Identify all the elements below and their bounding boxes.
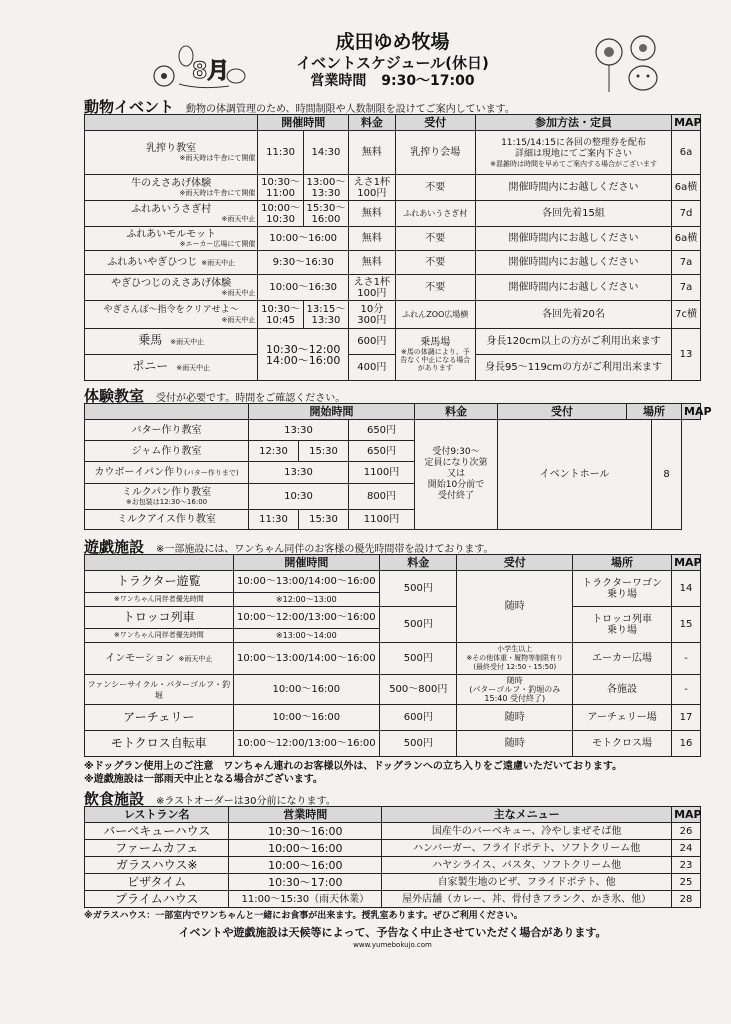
- play-row-archery: [85, 705, 701, 731]
- craft-place: イベントホール: [498, 420, 652, 530]
- animal-row-cow-feeding: [85, 175, 701, 201]
- event-fee: 無料: [349, 227, 395, 251]
- food-name: バーベキューハウス: [85, 823, 229, 840]
- event-name: 牛のえさあげ体験: [131, 178, 212, 189]
- event-method: 11:15/14:15に各回の整理券を配布 詳細は現地にてご案内下さい: [501, 137, 646, 159]
- horse-time: 10:30〜12:00 14:00〜16:00: [258, 329, 349, 381]
- horse-map: 13: [672, 329, 701, 381]
- hours-label: 営業時間: [310, 73, 367, 89]
- play-map: 17: [672, 705, 701, 731]
- food-header-time: 営業時間: [229, 807, 382, 823]
- food-name: ガラスハウス※: [85, 857, 229, 874]
- event-fee: えさ1杯 100円: [349, 175, 395, 201]
- animal-row-pony: [85, 355, 701, 381]
- animal-header-time: 開催時間: [258, 115, 349, 131]
- food-menu: ハヤシライス、パスタ、ソフトクリーム他: [382, 857, 672, 874]
- food-menu: 屋外店舗（カレー、丼、骨付きフランク、かき氷、他）: [382, 891, 672, 908]
- animal-row-goat-feeding: [85, 275, 701, 301]
- event-map: 6a横: [672, 227, 701, 251]
- play-row-inmotion: [85, 643, 701, 675]
- event-map: 7a: [672, 275, 701, 301]
- craft-fee: 650円: [349, 441, 415, 462]
- event-method: 開催時間内にお越しください: [476, 275, 672, 301]
- play-place: エーカー広場: [573, 643, 672, 675]
- event-note: ※雨天中止: [170, 338, 205, 346]
- event-name: やぎひつじのえさあげ体験: [111, 278, 232, 289]
- craft-time-1: 12:30: [249, 441, 299, 462]
- food-map: 23: [672, 857, 701, 874]
- event-fee: 無料: [349, 201, 395, 227]
- play-row-fancy-cycle: [85, 675, 701, 705]
- header: [84, 30, 701, 98]
- craft-fee: 650円: [349, 420, 415, 441]
- food-row-prime-house: [85, 891, 701, 908]
- food-row-farm-cafe: [85, 840, 701, 857]
- play-reception: 随時 (パターゴルフ・釣堀のみ 15:40 受付終了): [457, 675, 573, 705]
- animal-header-method: 参加方法・定員: [476, 115, 672, 131]
- event-name: ポニー: [132, 359, 169, 373]
- craft-section: [84, 385, 712, 530]
- event-note: ※雨天中止: [221, 316, 256, 324]
- craft-name-note: (バター作りまで): [184, 468, 239, 477]
- play-header-time: 開催時間: [233, 555, 380, 571]
- animal-section-note: 動物の体調管理のため、時間制限や人数制限を設けてご案内しています。: [186, 104, 515, 115]
- event-note: ※雨天中止: [221, 215, 256, 223]
- play-map: -: [672, 643, 701, 675]
- craft-header-reception: 受付: [498, 404, 627, 420]
- play-name: モトクロス自転車: [85, 731, 234, 757]
- event-time-2: 13:00〜 13:30: [303, 175, 348, 201]
- event-fee: 無料: [349, 131, 395, 175]
- craft-name: ミルクパン作り教室: [121, 487, 212, 498]
- animal-row-horse-riding: [85, 329, 701, 355]
- craft-header-place: 場所: [627, 404, 682, 420]
- animal-row-guinea-pig: [85, 227, 701, 251]
- craft-name: バター作り教室: [85, 420, 249, 441]
- play-row-motocross: [85, 731, 701, 757]
- month-flower-illustration: [144, 34, 254, 94]
- play-rain-note: ※遊戯施設は一部雨天中止となる場合がございます。: [84, 774, 323, 785]
- food-menu: 自家製生地のピザ、フライドポテト、他: [382, 874, 672, 891]
- play-time: 10:00〜16:00: [233, 675, 380, 705]
- play-header-map: MAP: [672, 555, 701, 571]
- play-section-title: 遊戯施設: [84, 538, 145, 556]
- animal-events-section: [84, 96, 701, 381]
- animal-row-goat-sheep: [85, 251, 701, 275]
- event-reception: 不要: [395, 175, 475, 201]
- event-method: 開催時間内にお越しください: [476, 227, 672, 251]
- play-fee: 500円: [380, 731, 457, 757]
- craft-row-butter: [85, 420, 701, 441]
- craft-time: 13:30: [249, 420, 349, 441]
- play-fee: 500円: [380, 643, 457, 675]
- event-time-1: 10:30〜 11:00: [258, 175, 303, 201]
- play-name: トロッコ列車: [85, 607, 234, 629]
- play-reception: 随時: [457, 731, 573, 757]
- food-row-pizza-time: [85, 874, 701, 891]
- play-fee: 600円: [380, 705, 457, 731]
- craft-fee: 800円: [349, 484, 415, 510]
- horse-reception: 乗馬場: [420, 337, 451, 348]
- event-name: ふれあいうさぎ村: [131, 204, 212, 215]
- event-fee: 無料: [349, 251, 395, 275]
- weather-warning: イベントや遊戯施設は天候等によって、予告なく中止させていただく場合があります。: [178, 926, 607, 939]
- food-menu: 国産牛のバーベキュー、冷やしまぜそば他: [382, 823, 672, 840]
- event-time-2: 14:30: [303, 131, 348, 175]
- food-time: 10:00〜16:00: [229, 857, 382, 874]
- event-method: 開催時間内にお越しください: [476, 175, 672, 201]
- food-map: 26: [672, 823, 701, 840]
- play-section-note: ※一部施設には、ワンちゃん同伴のお客様の優先時間帯を設けております。: [156, 544, 494, 555]
- animal-events-table: [84, 114, 701, 381]
- craft-time: 13:30: [249, 462, 349, 484]
- event-fee: 10分 300円: [349, 301, 395, 329]
- event-map: 7c横: [672, 301, 701, 329]
- food-time: 10:30〜17:00: [229, 874, 382, 891]
- hours-value: 9:30〜17:00: [381, 73, 475, 89]
- event-note: ※雨天中止: [176, 364, 211, 372]
- event-reception: 不要: [395, 251, 475, 275]
- food-table: [84, 806, 701, 908]
- craft-fee: 1100円: [349, 462, 415, 484]
- event-map: 7a: [672, 251, 701, 275]
- animal-header-reception: 受付: [395, 115, 475, 131]
- event-time-1: 10:30〜 10:45: [258, 301, 303, 329]
- food-time: 10:30〜16:00: [229, 823, 382, 840]
- play-place: トラクターワゴン 乗り場: [573, 571, 672, 607]
- event-method: 各回先着20名: [476, 301, 672, 329]
- animal-section-title: 動物イベント: [84, 98, 175, 116]
- play-place: 各施設: [573, 675, 672, 705]
- pony-method: 身長95〜119cmの方がご利用出来ます: [476, 355, 672, 381]
- craft-time-2: 15:30: [299, 441, 349, 462]
- horse-reception-note: ※馬の体調により、予告なく中止になる場合があります: [400, 348, 471, 372]
- event-time: 10:00〜16:00: [258, 227, 349, 251]
- food-name: ファームカフェ: [85, 840, 229, 857]
- food-header-menu: 主なメニュー: [382, 807, 672, 823]
- play-place: モトクロス場: [573, 731, 672, 757]
- play-place: トロッコ列車 乗り場: [573, 607, 672, 643]
- play-fee: 500円: [380, 607, 457, 643]
- food-header-map: MAP: [672, 807, 701, 823]
- event-map: 6a横: [672, 175, 701, 201]
- play-fee: 500〜800円: [380, 675, 457, 705]
- play-header-reception: 受付: [457, 555, 573, 571]
- animal-row-milking: [85, 131, 701, 175]
- food-row-bbq: [85, 823, 701, 840]
- event-reception: 不要: [395, 227, 475, 251]
- food-time: 10:00〜16:00: [229, 840, 382, 857]
- event-time-1: 10:00〜 10:30: [258, 201, 303, 227]
- event-reception: ふれんZOO広場横: [395, 301, 475, 329]
- food-name: ピザタイム: [85, 874, 229, 891]
- event-time: 9:30〜16:30: [258, 251, 349, 275]
- play-time: 10:00〜12:00/13:00〜16:00: [233, 731, 380, 757]
- play-map: 15: [672, 607, 701, 643]
- craft-time: 10:30: [249, 484, 349, 510]
- event-note: ※雨天中止: [201, 258, 236, 267]
- event-name: 乗馬: [138, 333, 163, 347]
- food-map: 28: [672, 891, 701, 908]
- sunflower-illustration: [571, 30, 681, 96]
- animal-header-fee: 料金: [349, 115, 395, 131]
- event-map: 6a: [672, 131, 701, 175]
- event-time-1: 11:30: [258, 131, 303, 175]
- food-row-glass-house: [85, 857, 701, 874]
- event-reception: 不要: [395, 275, 475, 301]
- craft-section-note: 受付が必要です。時間をご確認ください。: [156, 393, 346, 404]
- event-fee: えさ1杯 100円: [349, 275, 395, 301]
- craft-table: [84, 403, 712, 530]
- dog-priority-label: ※ワンちゃん同伴者優先時間: [85, 629, 234, 643]
- event-name: 乳搾り教室: [146, 143, 197, 154]
- page-subtitle: イベントスケジュール(休日): [296, 54, 489, 72]
- craft-name: カウボーイパン作り: [94, 466, 185, 478]
- event-name: ふれあいモルモット: [126, 229, 217, 240]
- craft-name: ジャム作り教室: [85, 441, 249, 462]
- event-note: ※エーカー広場にて開催: [179, 240, 256, 248]
- event-map: 7d: [672, 201, 701, 227]
- play-time: 10:00〜12:00/13:00〜16:00: [233, 607, 380, 629]
- website-url: www.yumebokujo.com: [353, 941, 432, 949]
- event-reception: 乳搾り会場: [395, 131, 475, 175]
- play-table: [84, 554, 701, 757]
- play-section: [84, 536, 701, 786]
- event-note: ※雨天時は牛舎にて開催: [179, 189, 256, 197]
- craft-header-time: 開始時間: [249, 404, 415, 420]
- craft-name: ミルクアイス作り教室: [85, 510, 249, 530]
- event-method: 各回先着15組: [476, 201, 672, 227]
- play-row-trolley: [85, 607, 701, 629]
- event-time-2: 15:30〜 16:00: [303, 201, 348, 227]
- play-map: -: [672, 675, 701, 705]
- craft-header-fee: 料金: [415, 404, 498, 420]
- event-method: 開催時間内にお越しください: [476, 251, 672, 275]
- dog-run-note: ※ドッグラン使用上のご注意 ワンちゃん連れのお客様以外は、ドッグランへの立ち入りをご遠慮いただいております。: [84, 761, 623, 772]
- food-time: 11:00〜15:30（雨天休業）: [229, 891, 382, 908]
- animal-row-rabbit: [85, 201, 701, 227]
- craft-section-title: 体験教室: [84, 387, 145, 405]
- event-note: ※雨天中止: [221, 289, 256, 297]
- event-time-2: 13:15〜 13:30: [303, 301, 348, 329]
- play-name-note: ※雨天中止: [178, 654, 213, 663]
- play-time: 10:00〜16:00: [233, 705, 380, 731]
- food-map: 25: [672, 874, 701, 891]
- page-title: 成田ゆめ牧場: [335, 31, 450, 53]
- play-reception: 随時: [457, 705, 573, 731]
- play-fee: 500円: [380, 571, 457, 607]
- play-reception: 随時: [457, 571, 573, 643]
- event-time: 10:00〜16:30: [258, 275, 349, 301]
- play-row-tractor: [85, 571, 701, 593]
- play-name: トラクター遊覧: [85, 571, 234, 593]
- food-section: [84, 788, 701, 923]
- pony-fee: 400円: [349, 355, 395, 381]
- play-header-place: 場所: [573, 555, 672, 571]
- horse-method: 身長120cm以上の方がご利用出来ます: [476, 329, 672, 355]
- food-header-name: レストラン名: [85, 807, 229, 823]
- food-section-note: ※ラストオーダーは30分前になります。: [156, 796, 336, 807]
- event-method-note: ※混雑時は時間を早めてご案内する場合がございます: [490, 159, 657, 168]
- event-name: やぎさんぽ〜指令をクリアせよ〜: [103, 305, 239, 315]
- craft-fee: 1100円: [349, 510, 415, 530]
- craft-time-2: 15:30: [299, 510, 349, 530]
- event-note: ※雨天時は牛舎にて開催: [179, 154, 256, 162]
- event-reception: ふれあいうさぎ村: [395, 201, 475, 227]
- play-name: ファンシーサイクル・パターゴルフ・釣堀: [85, 675, 234, 705]
- craft-reception: 受付9:30〜 定員になり次第 又は 開始10分前で 受付終了: [415, 420, 498, 530]
- food-map: 24: [672, 840, 701, 857]
- play-map: 16: [672, 731, 701, 757]
- play-name: アーチェリー: [85, 705, 234, 731]
- play-place: アーチェリー場: [573, 705, 672, 731]
- play-time: 10:00〜13:00/14:00〜16:00: [233, 643, 380, 675]
- food-menu: ハンバーガー、フライドポテト、ソフトクリーム他: [382, 840, 672, 857]
- craft-note: ※お包装は12:30〜16:00: [125, 498, 208, 506]
- dog-priority-time: ※12:00〜13:00: [233, 593, 380, 607]
- month-label: 8月: [192, 59, 230, 84]
- horse-fee: 600円: [349, 329, 395, 355]
- craft-header-map: MAP: [682, 404, 701, 420]
- animal-header-map: MAP: [672, 115, 701, 131]
- craft-map: 8: [652, 420, 682, 530]
- play-map: 14: [672, 571, 701, 607]
- food-name: プライムハウス: [85, 891, 229, 908]
- food-section-title: 飲食施設: [84, 790, 145, 808]
- play-reception: 小学生以上 ※その他体重・履物等制限有り (最終受付 12:50・15:50): [457, 643, 573, 675]
- play-header-fee: 料金: [380, 555, 457, 571]
- glass-house-note: ※ガラスハウス：一部室内でワンちゃんと一緒にお食事が出来ます。授乳室あります。ぜひご利用ください。: [84, 911, 523, 921]
- play-name: インモーション: [105, 652, 175, 664]
- dog-priority-time: ※13:00〜14:00: [233, 629, 380, 643]
- dog-priority-label: ※ワンちゃん同伴者優先時間: [85, 593, 234, 607]
- play-time: 10:00〜13:00/14:00〜16:00: [233, 571, 380, 593]
- animal-row-goat-walk: [85, 301, 701, 329]
- craft-time-1: 11:30: [249, 510, 299, 530]
- event-name: ふれあいやぎひつじ: [107, 256, 198, 268]
